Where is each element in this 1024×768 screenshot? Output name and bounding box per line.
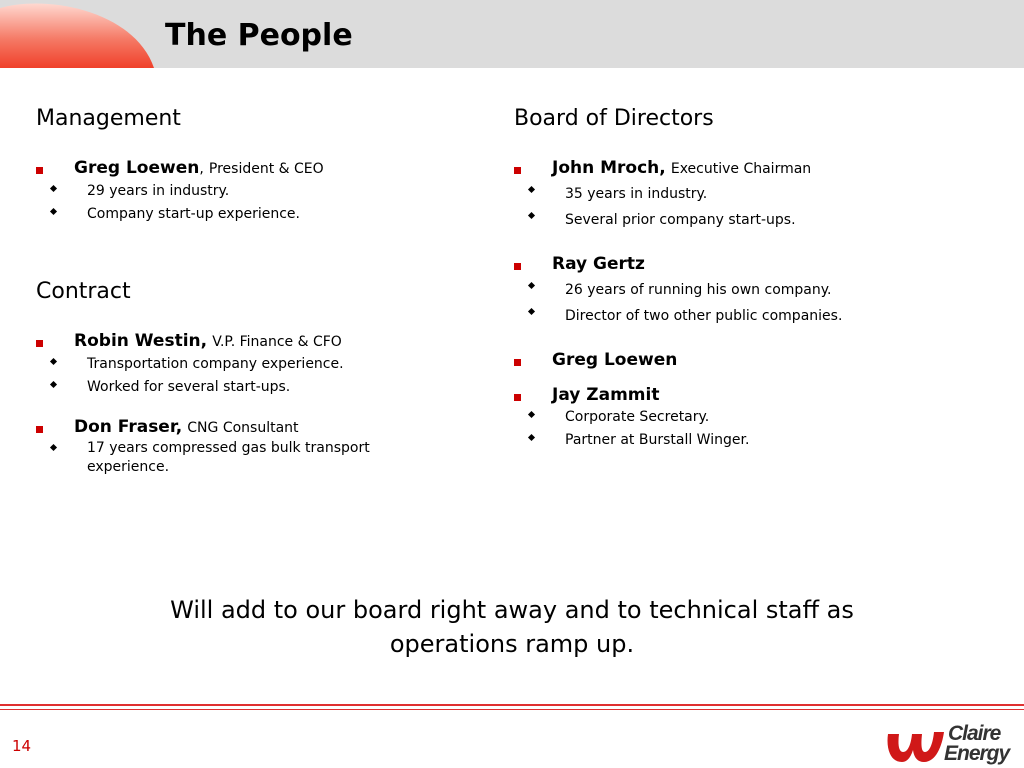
detail-text: Partner at Burstall Winger.	[565, 432, 750, 448]
board-heading: Board of Directors	[514, 106, 714, 131]
person-name: Robin Westin,	[74, 331, 208, 351]
detail-text: Corporate Secretary.	[565, 409, 710, 425]
detail-item	[514, 207, 994, 233]
closing-line-1: Will add to our board right away and to technical staff as	[170, 596, 854, 624]
page-number: 14	[12, 737, 32, 755]
detail-text: 17 years compressed gas bulk transport experience.	[87, 440, 370, 475]
detail-item	[36, 376, 476, 399]
square-bullet-icon	[514, 167, 521, 174]
detail-item	[514, 277, 994, 303]
diamond-bullet-icon	[528, 434, 535, 441]
square-bullet-icon	[514, 263, 521, 270]
detail-item	[514, 429, 994, 452]
square-bullet-icon	[36, 167, 43, 174]
person-robin-westin	[36, 331, 476, 399]
diamond-bullet-icon	[528, 212, 535, 219]
diamond-bullet-icon	[528, 186, 535, 193]
diamond-bullet-icon	[50, 358, 57, 365]
wave-w-logo-icon	[884, 726, 946, 766]
detail-text: 29 years in industry.	[87, 183, 230, 199]
detail-text: Transportation company experience.	[87, 356, 344, 372]
diamond-bullet-icon	[528, 308, 535, 315]
diamond-bullet-icon	[50, 381, 57, 388]
logo-text-energy: Energy	[944, 742, 1010, 765]
person-role: CNG Consultant	[187, 420, 299, 436]
detail-text: 35 years in industry.	[565, 186, 708, 202]
detail-list	[552, 181, 994, 233]
contract-list	[36, 331, 476, 477]
person-john-mroch	[514, 158, 994, 233]
header-swoosh-graphic	[0, 0, 160, 68]
detail-item	[36, 353, 476, 376]
diamond-bullet-icon	[528, 282, 535, 289]
left-column	[36, 104, 476, 477]
detail-list	[552, 277, 994, 329]
management-heading: Management	[36, 106, 181, 131]
detail-item	[514, 406, 994, 429]
person-greg-loewen	[36, 158, 476, 226]
person-role: Executive Chairman	[670, 161, 812, 177]
detail-list	[74, 180, 476, 226]
board-list	[514, 158, 994, 452]
detail-list	[552, 406, 994, 452]
person-don-fraser	[36, 417, 476, 477]
diamond-bullet-icon	[528, 411, 535, 418]
detail-item	[36, 180, 476, 203]
detail-item	[36, 439, 427, 477]
detail-item	[36, 203, 476, 226]
detail-text: Worked for several start-ups.	[87, 379, 291, 395]
square-bullet-icon	[36, 426, 43, 433]
person-name-separator: ,	[199, 161, 204, 177]
closing-statement	[0, 593, 1024, 661]
person-ray-gertz	[514, 254, 994, 329]
square-bullet-icon	[36, 340, 43, 347]
detail-list	[74, 439, 476, 477]
diamond-bullet-icon	[50, 444, 57, 451]
detail-text: Director of two other public companies.	[565, 308, 843, 324]
detail-item	[514, 181, 994, 207]
footer-divider	[0, 704, 1024, 710]
diamond-bullet-icon	[50, 208, 57, 215]
page-title: The People	[165, 18, 353, 53]
detail-text: Company start-up experience.	[87, 206, 300, 222]
person-greg-loewen-board	[514, 350, 994, 370]
detail-item	[514, 303, 994, 329]
person-name: Don Fraser,	[74, 417, 183, 437]
detail-list	[74, 353, 476, 399]
closing-line-2: operations ramp up.	[389, 630, 635, 658]
management-list	[36, 158, 476, 226]
contract-heading: Contract	[36, 279, 131, 304]
person-role: President & CEO	[208, 161, 324, 177]
detail-text: Several prior company start-ups.	[565, 212, 796, 228]
detail-text: 26 years of running his own company.	[565, 282, 832, 298]
logo-text-claire: Claire	[948, 722, 1001, 745]
person-name: Ray Gertz	[552, 254, 645, 274]
square-bullet-icon	[514, 359, 521, 366]
right-column	[514, 104, 994, 452]
person-jay-zammit	[514, 385, 994, 452]
person-name: Greg Loewen	[74, 158, 200, 178]
diamond-bullet-icon	[50, 185, 57, 192]
person-name: Jay Zammit	[552, 385, 660, 405]
person-name: Greg Loewen	[552, 350, 678, 370]
slide-header	[0, 0, 1024, 68]
person-role: V.P. Finance & CFO	[212, 334, 342, 350]
company-logo	[884, 722, 1024, 768]
person-name: John Mroch,	[552, 158, 666, 178]
square-bullet-icon	[514, 394, 521, 401]
